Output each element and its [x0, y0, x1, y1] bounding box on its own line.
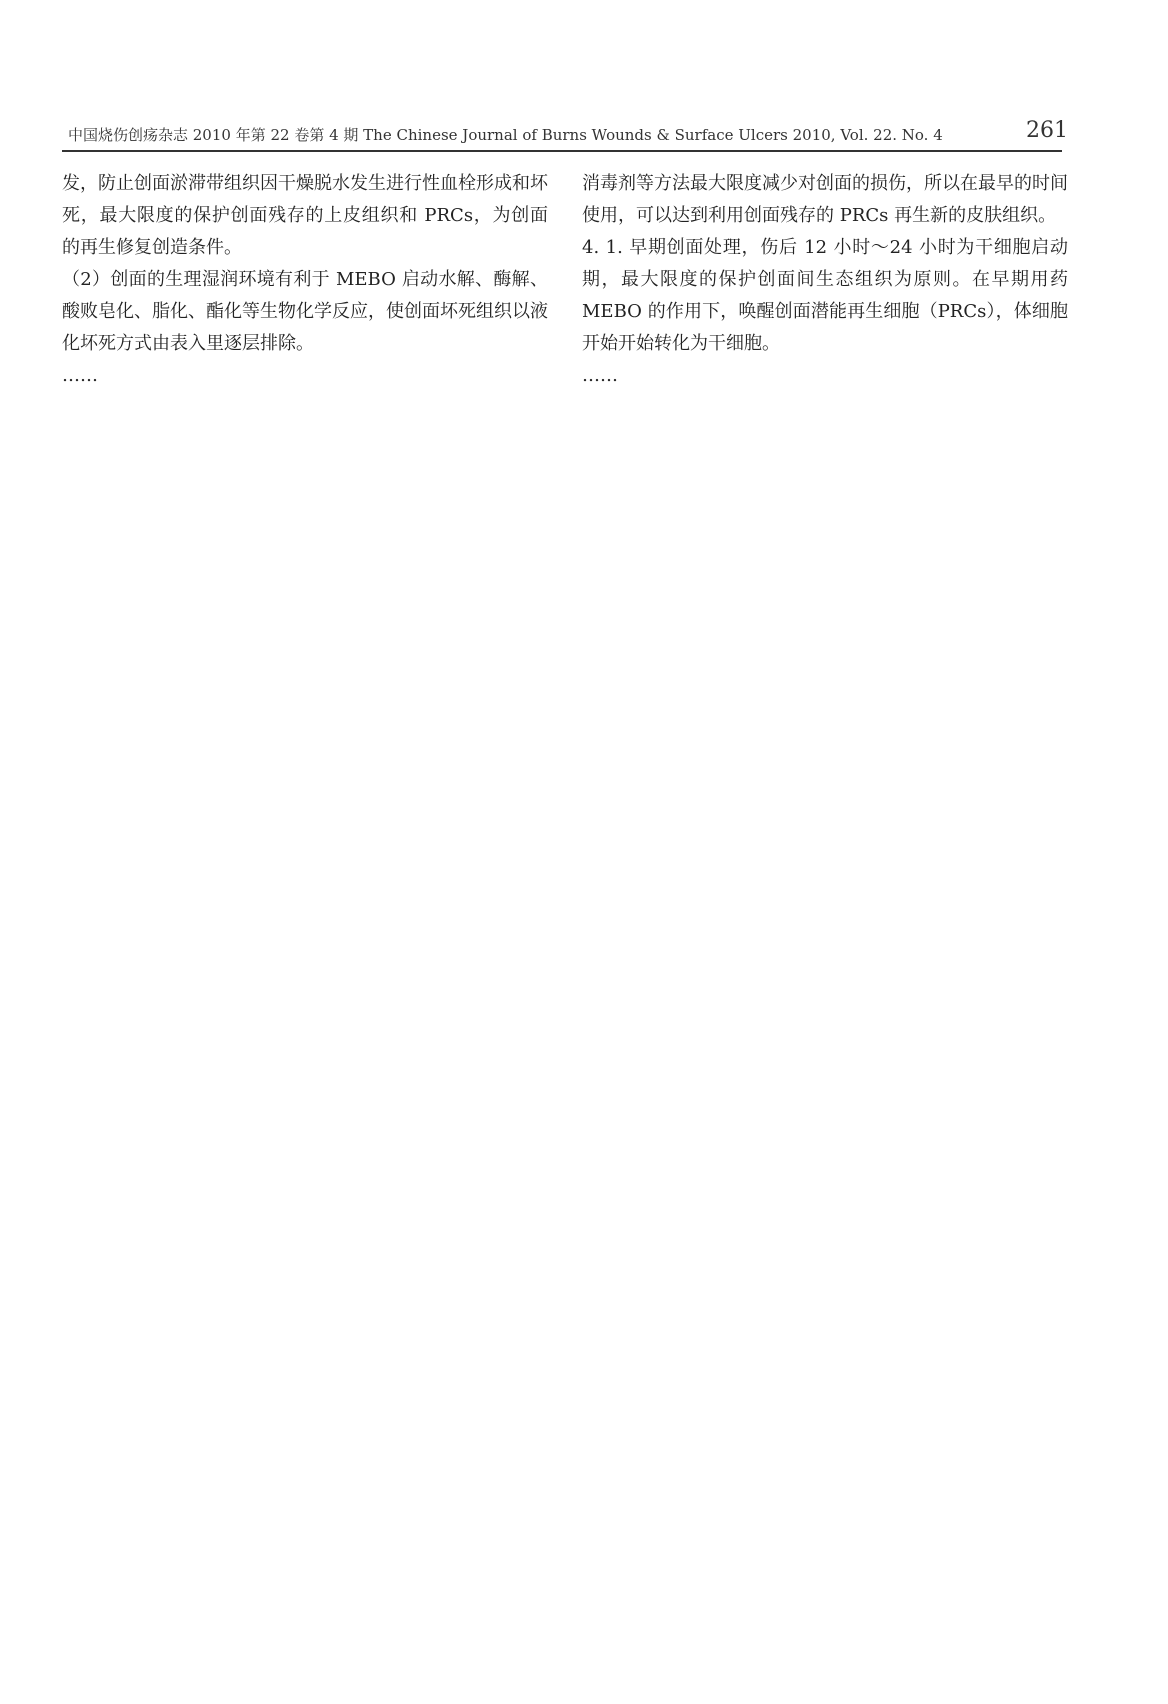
running-header	[68, 118, 1068, 148]
right-column	[582, 168, 1068, 392]
journal-citation: 中国烧伤创疡杂志 2010 年第 22 卷第 4 期 The Chinese Journal of Burns Wounds & Surface Ulcers 2010, Vol. 22. No. 4	[68, 126, 943, 144]
header-rule	[62, 150, 1062, 152]
paragraph: ……	[582, 365, 618, 386]
paragraph: 4. 1. 早期创面处理，伤后 12 小时～24 小时为干细胞启动期，最大限度的保护创面间生态组织为原则。在早期用药 MEBO 的作用下，唤醒创面潜能再生细胞（PRCs），体细胞开始开始转化为干细胞。	[582, 237, 1068, 354]
paragraph: 消毒剂等方法最大限度减少对创面的损伤，所以在最早的时间使用，可以达到利用创面残存的 PRCs 再生新的皮肤组织。	[582, 173, 1068, 226]
paragraph: 发，防止创面淤滞带组织因干燥脱水发生进行性血栓形成和坏死，最大限度的保护创面残存的上皮组织和 PRCs，为创面的再生修复创造条件。	[62, 173, 548, 258]
paragraph: （2）创面的生理湿润环境有利于 MEBO 启动水解、酶解、酸败皂化、脂化、酯化等生物化学反应，使创面坏死组织以液化坏死方式由表入里逐层排除。	[62, 269, 548, 354]
page-number: 261	[1026, 118, 1068, 143]
left-column	[62, 168, 548, 392]
paragraph: ……	[62, 365, 98, 386]
